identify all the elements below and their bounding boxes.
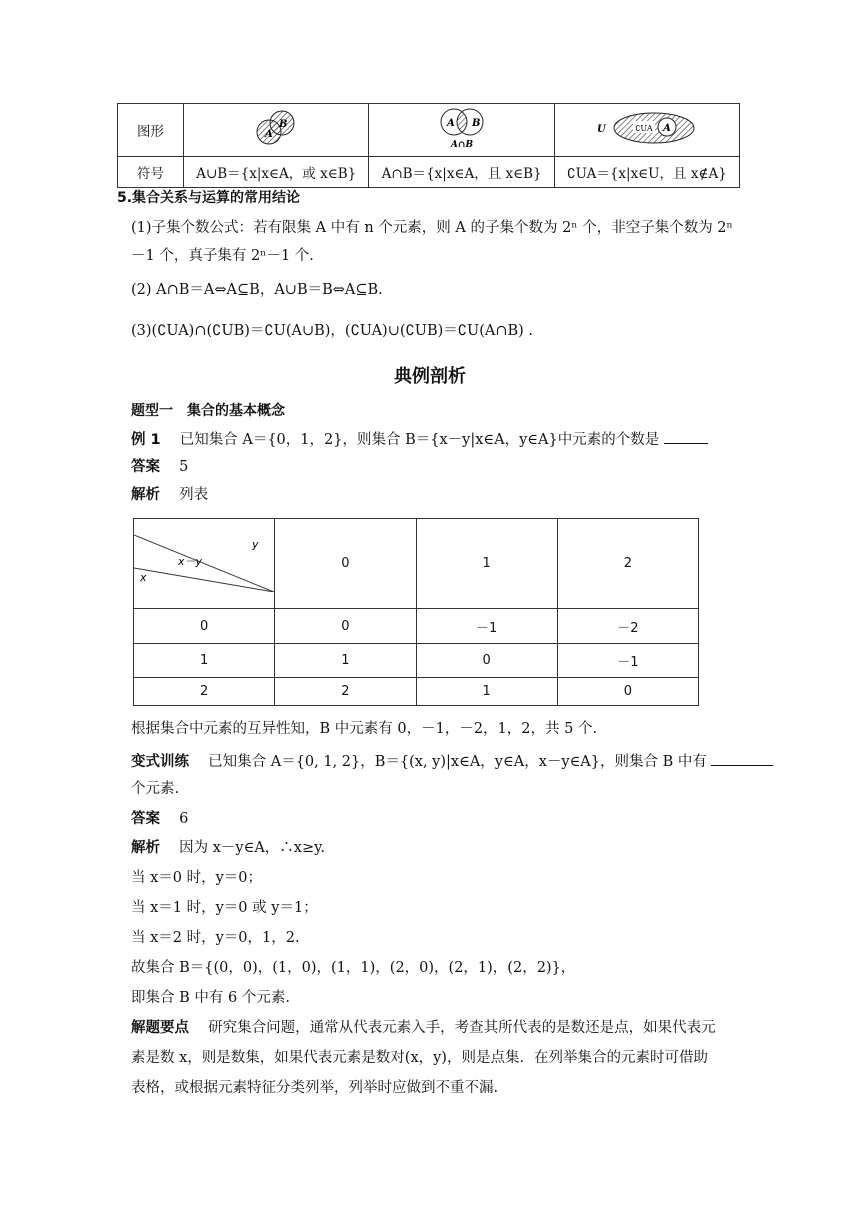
- svg-text:A: A: [663, 123, 671, 134]
- key-points-label: 解题要点: [131, 1020, 189, 1036]
- svg-text:A∩B: A∩B: [450, 140, 473, 150]
- table-conclusion: 根据集合中元素的互异性知，B 中元素有 0，－1，－2，1，2，共 5 个.: [131, 721, 598, 737]
- variant-answer-label: 答案: [131, 811, 160, 827]
- table-cell: 2: [275, 677, 416, 705]
- variant-analysis-label: 解析: [131, 840, 160, 856]
- svg-text:B: B: [279, 119, 288, 130]
- variant-answer-blank: [711, 751, 773, 766]
- example1-label: 例 1: [131, 432, 161, 448]
- variant-text: 已知集合 A＝{0, 1, 2}，B＝{(x, y)|x∈A，y∈A，x－y∈A}，则集合 B 中有: [208, 754, 707, 770]
- variant-analysis-text: 因为 x－y∈A，∴x≥y.: [179, 840, 325, 856]
- table-cell: 1: [416, 677, 557, 705]
- example1-text: 已知集合 A＝{0，1，2}，则集合 B＝{x－y|x∈A，y∈A}中元素的个数是: [179, 432, 660, 448]
- row-header: 1: [134, 643, 275, 677]
- topic-heading: 题型一 集合的基本概念: [131, 403, 285, 419]
- table-row: [134, 677, 699, 705]
- svg-text:∁UA: ∁UA: [635, 124, 653, 133]
- col-header: 1: [416, 519, 557, 609]
- table-cell: 0: [416, 643, 557, 677]
- table-cell: 1: [275, 643, 416, 677]
- corner-label-x: x: [140, 571, 147, 585]
- intersection-venn-cell: [369, 104, 554, 157]
- corner-label-y: y: [252, 538, 259, 552]
- conclusion-item3: (3)(∁UA)∩(∁UB)＝∁U(A∪B)，(∁UA)∪(∁UB)＝∁U(A∩B) .: [131, 323, 534, 339]
- result-count: 即集合 B 中有 6 个元素.: [131, 990, 290, 1006]
- svg-text:U: U: [596, 124, 606, 135]
- conclusions-heading: 5.集合关系与运算的常用结论: [117, 190, 301, 206]
- svg-text:A: A: [446, 118, 455, 129]
- union-symbol: A∪B＝{x|x∈A，或 x∈B}: [184, 157, 369, 188]
- table-cell: 0: [275, 609, 416, 643]
- union-venn-diagram: [246, 108, 306, 148]
- svg-text:A: A: [265, 129, 273, 140]
- complement-venn-cell: [554, 104, 739, 157]
- complement-venn-diagram: [592, 108, 702, 148]
- table-cell: －2: [557, 609, 698, 643]
- answer-label: 答案: [131, 459, 160, 475]
- intersection-venn-diagram: [427, 105, 497, 151]
- corner-cell: [134, 519, 275, 609]
- set-operations-table: [117, 103, 740, 188]
- col-header: 0: [275, 519, 416, 609]
- analysis-text: 列表: [179, 487, 209, 503]
- key-points-text1: 研究集合问题，通常从代表元素入手，考查其所代表的是数还是点，如果代表元: [208, 1020, 716, 1036]
- difference-table: [133, 518, 699, 706]
- corner-label-xy: x－y: [178, 555, 203, 569]
- variant-answer: [131, 809, 188, 829]
- example1-answer: [131, 457, 188, 477]
- union-venn-cell: [184, 104, 369, 157]
- row-label-symbol: 符号: [118, 157, 184, 188]
- variant-answer-value: 6: [179, 811, 189, 827]
- case-x0: 当 x＝0 时，y＝0；: [131, 870, 263, 886]
- conclusion-item2: (2) A∩B＝A⇔A⊆B，A∪B＝B⇔A⊆B.: [131, 282, 383, 298]
- complement-symbol: ∁UA＝{x|x∈U，且 x∉A}: [554, 157, 739, 188]
- key-points-line3: 表格，或根据元素特征分类列举，列举时应做到不重不漏.: [131, 1080, 499, 1096]
- table-cell: －1: [416, 609, 557, 643]
- example1-question: [131, 429, 708, 450]
- key-points-line1: [131, 1018, 716, 1038]
- variant-label: 变式训练: [131, 754, 189, 770]
- conclusion-item1-line1: (1)子集个数公式：若有限集 A 中有 n 个元素，则 A 的子集个数为 2ⁿ 个，非空子集个数为 2ⁿ: [131, 220, 733, 236]
- table-row: [134, 609, 699, 643]
- svg-text:B: B: [471, 118, 481, 129]
- col-header: 2: [557, 519, 698, 609]
- row-header: 2: [134, 677, 275, 705]
- corner-diagonal-lines: [134, 535, 274, 592]
- table-row: [134, 643, 699, 677]
- conclusion-item1-line2: －1 个，真子集有 2ⁿ－1 个.: [131, 248, 314, 264]
- key-points-line2: 素是数 x，则是数集，如果代表元素是数对(x，y)，则是点集．在列举集合的元素时可借助: [131, 1050, 708, 1066]
- analysis-label: 解析: [131, 487, 160, 503]
- variant-question-line2: 个元素.: [131, 781, 180, 797]
- case-x2: 当 x＝2 时，y＝0，1，2.: [131, 930, 300, 946]
- section-title: 典例剖析: [394, 366, 466, 387]
- variant-analysis: [131, 838, 325, 858]
- example1-analysis: [131, 485, 208, 505]
- row-header: 0: [134, 609, 275, 643]
- table-cell: 0: [557, 677, 698, 705]
- result-set: 故集合 B＝{(0，0)，(1，0)，(1，1)，(2，0)，(2，1)，(2，2)}，: [131, 960, 576, 976]
- table-cell: －1: [557, 643, 698, 677]
- variant-question: [131, 751, 773, 772]
- row-label-figure: 图形: [118, 104, 184, 157]
- case-x1: 当 x＝1 时，y＝0 或 y＝1；: [131, 900, 318, 916]
- intersection-symbol: A∩B＝{x|x∈A，且 x∈B}: [369, 157, 554, 188]
- answer-value: 5: [179, 459, 189, 475]
- answer-blank: [664, 429, 708, 444]
